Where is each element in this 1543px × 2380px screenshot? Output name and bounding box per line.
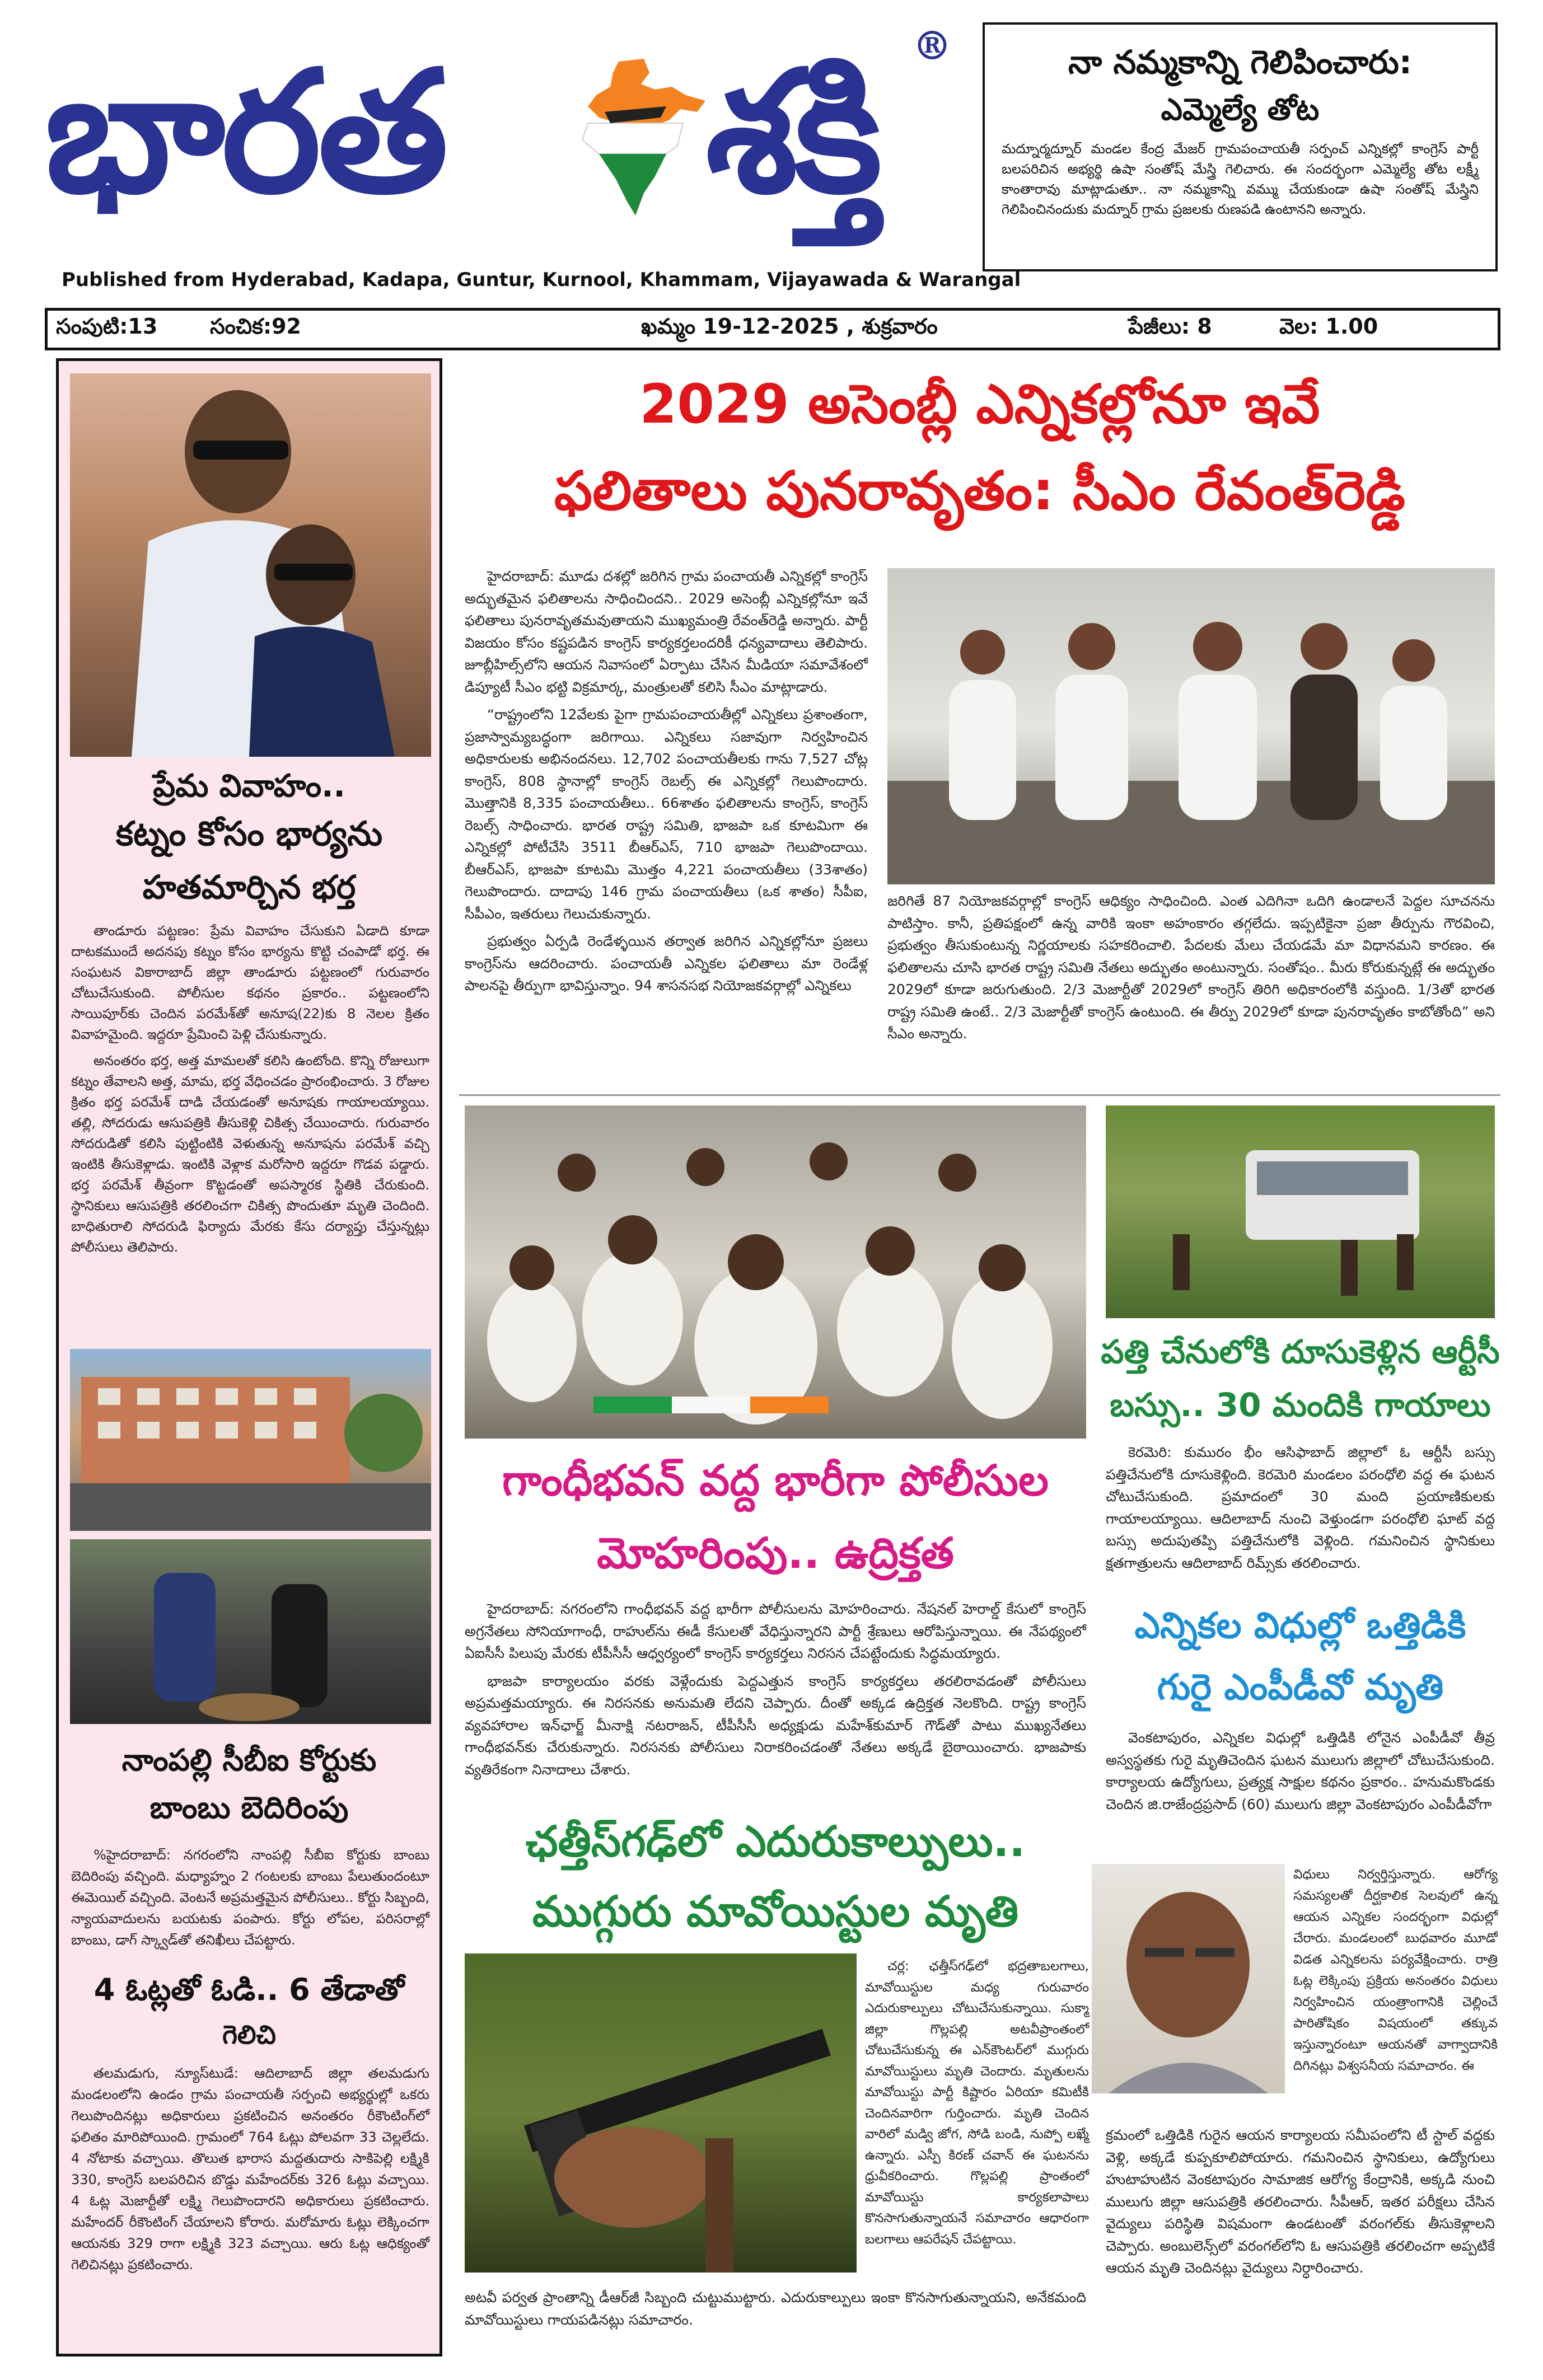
sidebar-story1-headline-2: కట్నం కోసం భార్యను — [115, 814, 383, 854]
cm-press-meet-photo — [887, 568, 1495, 884]
gandhi-headline-2: మోహరింపు.. ఉద్రిక్తత — [597, 1528, 954, 1578]
mpdo-headline-1: ఎన్నికల విధుల్లో ఒత్తిడికి — [1134, 1605, 1466, 1647]
page-count: పేజీలు: 8 — [1128, 314, 1212, 339]
maoist-story-side — [865, 1956, 1089, 2278]
lead-story-col1 — [465, 565, 868, 1080]
lead-headline-1: 2029 అసెంబ్లీ ఎన్నికల్లోనూ ఇవే — [639, 373, 1320, 435]
top-news-box — [983, 22, 1498, 271]
gandhi-headline-1: గాంధీభవన్ వద్ద భారీగా పోలీసుల — [502, 1455, 1049, 1505]
lead-headline-2: ఫలితాలు పునరావృతం: సీఎం రేవంత్‌రెడ్డి — [554, 460, 1406, 522]
maoist-rifle-photo — [465, 1953, 857, 2273]
lead-story-p3: ప్రభుత్వం ఏర్పడి రెండేళ్ళయిన తర్వాత జరిగిన ఎన్నికల్లోనూ ప్రజలు కాంగ్రెస్‌ను ఆదరించారు. పంచాయతీ ఎన్నికల ఫలితాలు మా రెండేళ్ల పాలనపై తీర్పుగా భావిస్తున్నాం. 94 శాసనసభ నియోజకవర్గాల్లో ఎన్నికలు — [465, 933, 868, 994]
sidebar-story3-p1: తలమడుగు, న్యూస్‌టుడే: ఆదిలాబాద్ జిల్లా తలమడుగు మండలంలోని ఉండం గ్రామ పంచాయతీ సర్పంచి అభ్యర్థుల్లో ఒకరు గెలుపొందినట్లు అధికారులు ప్రకటించిన అనంతరం రీకౌంటింగ్‌లో ఫలితం మారిపోయింది. గ్రామంలో 764 ఓట్లు పోలవగా 33 చెల్లలేదు. 4 నోటాకు వచ్చాయి. తొలుత భారాస మద్దతుదారు సాకిపెల్లి లక్ష్మికి 330, కాంగ్రెస్ బలపరిచిన బొడ్డు మహేందర్‌కు 326 ఓట్లు వచ్చాయి. 4 ఓట్ల మెజార్టీతో లక్ష్మి గెలుపొందారని అధికారులు ప్రకటించారు. మహేందర్ రీకౌంటింగ్ చేయాలని కోరారు. మరోమారు ఓట్లు లెక్కించగా ఆయనకు 329 రాగా లక్ష్మికి 323 వచ్చాయి. ఆరు ఓట్ల ఆధిక్యంతో గెలిచినట్లు ప్రకటించారు. — [71, 2065, 429, 2273]
mpdo-story-p3: క్రమంలో ఒత్తిడికి గురైన ఆయన కార్యాలయ సమీపంలోని టీ స్టాల్ వద్దకు వెళ్లి, అక్కడే కుప్పకూలిపోయారు. గమనించిన స్థానికులు, ఉద్యోగులు హుటాహుటిన వెంకటాపురం సామాజిక ఆరోగ్య కేంద్రానికి, అక్కడి నుంచి ములుగు జిల్లా ఆసుపత్రికి తరలించారు. సీపీఆర్, ఇతర పరీక్షలు చేసిన వైద్యులు పరిస్థితి విషమంగా ఉండటంతో వరంగల్‌కు తీసుకెళ్లాలని చెప్పారు. అంబులెన్స్‌లో వరంగల్‌లోని ఓ ఆసుపత్రికి తరలించగా అప్పటికే ఆయన మృతి చెందినట్లు వైద్యులు నిర్ధారించారు. — [1106, 2127, 1495, 2276]
registered-mark: ® — [913, 22, 952, 69]
volume-number: సంపుటి:13 — [56, 314, 158, 339]
gandhi-story-p2: భాజపా కార్యాలయం వరకు వెళ్లేందుకు పెద్దఎత్తున కాంగ్రెస్ కార్యకర్తలు తరలిరావడంతో పోలీసులు అప్రమత్తమయ్యారు. ఈ నిరసనకు అనుమతి లేదని చెప్పారు. దీంతో అక్కడ ఉద్రిక్తత నెలకొంది. రాష్ట్ర కాంగ్రెస్ వ్యవహారాల ఇన్‌ఛార్జ్ మీనాక్షి నటరాజన్, టీపీసీసీ అధ్యక్షుడు మహేశ్‌కుమార్ గౌడ్‌తో పాటు ముఖ్యనేతలు గాంధీభవన్‌కు చేరుకున్నారు. నిరసనకు పోలీసులు నిరాకరించడంతో నేతలు అక్కడే బైఠాయించారు. భాజపాకు వ్యతిరేకంగా నినాదాలు చేశారు. — [465, 1672, 1086, 1778]
logo-word-bharata: భారత — [45, 32, 445, 230]
sidebar-story3-body — [71, 2063, 429, 2348]
bus-story-body — [1106, 1441, 1495, 1590]
issue-number: సంచిక:92 — [210, 314, 301, 339]
issue-date: ఖమ్మం 19-12-2025 , శుక్రవారం — [641, 314, 938, 339]
mpdo-story-p2: విధులు నిర్వర్తిస్తున్నారు. ఆరోగ్య సమస్యలతో దీర్ఘకాలిక సెలవులో ఉన్న ఆయన ఎన్నికల సందర్భంగా విధుల్లో చేరారు. మండలంలో బుధవారం మూడో విడత ఎన్నికలను పర్యవేక్షించారు. రాత్రి ఓట్ల లెక్కింపు ప్రక్రియ అనంతరం విధులు నిర్వహించిన యంత్రాంగానికి చెల్లించే పారితోషికం విషయంలో తక్కువ ఇస్తున్నారంటూ ఆయనతో వాగ్వాదానికి దిగినట్లు విశ్వసనీయ సమాచారం. ఈ — [1293, 1867, 1498, 2073]
lead-story-p1: హైదరాబాద్: మూడు దశల్లో జరిగిన గ్రామ పంచాయతీ ఎన్నికల్లో కాంగ్రెస్ అద్భుతమైన ఫలితాలను సాధించిందని.. 2029 అసెంబ్లీ ఎన్నికల్లోనూ ఇవే ఫలితాలు పునరావృతమవుతాయని ముఖ్యమంత్రి రేవంత్‌రెడ్డి అన్నారు. పార్టీ విజయం కోసం కష్టపడిన కాంగ్రెస్ కార్యకర్తలందరికీ ధన్యవాదాలు తెలిపారు. జూబ్లీహిల్స్‌లోని ఆయన నివాసంలో ఏర్పాటు చేసిన మీడియా సమావేశంలో డిప్యూటీ సీఎం భట్టి విక్రమార్క, మంత్రులతో కలిసి సీఎం మాట్లాడారు. — [465, 568, 868, 695]
mpdo-story-p1: వెంకటాపురం, ఎన్నికల విధుల్లో ఒత్తిడికి లోనైన ఎంపీడీవో తీవ్ర అస్వస్థతకు గురై మృతిచెందిన ఘటన ములుగు జిల్లాలో చోటుచేసుకుంది. కార్యాలయ ఉద్యోగులు, ప్రత్యక్ష సాక్షుల కథనం ప్రకారం.. హనుమకొండకు చెందిన జి.రాజేంద్రప్రసాద్ (60) ములుగు జిల్లా వెంకటాపురం ఎంపీడీవోగా — [1106, 1730, 1495, 1812]
gandhi-story-p1: హైదరాబాద్: నగరంలోని గాంధీభవన్ వద్ద భారీగా పోలీసులను మోహరించారు. నేషనల్ హెరాల్డ్ కేసులో కాంగ్రెస్ అగ్రనేతలు సోనియాగాంధీ, రాహుల్‌ను ఈడీ కేసులతో వేధిస్తున్నారని పార్టీ శ్రేణులు ఆరోపిస్తున్నాయి. ఈ నేపథ్యంలో ఏఐసీసీ పిలుపు మేరకు టీపీసీసీ ఆధ్వర్యంలో కాంగ్రెస్ కార్యకర్తలు నిరసన చేపట్టేందుకు సిద్ధమయ్యారు. — [465, 1601, 1086, 1661]
left-sidebar — [56, 358, 442, 2356]
sidebar-story1-headline-3: హతమార్చిన భర్త — [142, 868, 356, 906]
mpdo-story-bottom — [1106, 2124, 1495, 2359]
gandhi-story-body — [465, 1598, 1086, 1811]
masthead-logo[interactable] — [45, 22, 952, 269]
top-box-body: మద్నూర్మద్నూర్ మండల కేంద్ర మేజర్ గ్రామపంచాయతీ సర్పంచ్ ఎన్నికల్లో కాంగ్రెస్ పార్టీ బలపరిచిన అభ్యర్థి ఉషా సంతోష్ మేస్త్రి గెలిచారు. ఈ సందర్భంగా ఎమ్మెల్యే తోట లక్ష్మీ కాంతారావు మాట్లాడుతూ.. నా నమ్మకాన్ని వమ్ము చేయకుండా ఉషా సంతోష్ మేస్త్రిని గెలిపించినందుకు మద్నూర్ గ్రామ ప్రజలకు రుణపడి ఉంటానని అన్నారు. — [1002, 141, 1479, 217]
sidebar-story2-headline-1: నాంపల్లి సీబీఐ కోర్టుకు — [121, 1742, 377, 1778]
top-box-headline-1: నా నమ్మకాన్ని గెలిపించారు: — [1068, 43, 1412, 81]
price: వెల: 1.00 — [1279, 314, 1378, 339]
court-building-photo — [70, 1349, 431, 1531]
police-check-photo — [70, 1539, 431, 1724]
bus-story-p1: కెరమెరి: కుమురం భీం ఆసిఫాబాద్ జిల్లాలో ఓ ఆర్టీసీ బస్సు పత్తిచేనులోకి దూసుకెళ్లింది. కెరమెరి మండలం పరంధోలి వద్ద ఈ ఘటన చోటుచేసుకుంది. ప్రమాదంలో 30 మంది ప్రయాణికులకు గాయాలయ్యాయి. ఆదిలాబాద్ నుంచి వెళ్తుండగా పరంధోలి ఘాట్ వద్ద బస్సు అదుపుతప్పి పత్తిచేనులోకి వెళ్లింది. గమనించిన స్థానికులు క్షతగాత్రులను ఆదిలాబాద్ రిమ్స్‌కు తరలించారు. — [1106, 1444, 1495, 1571]
india-map-icon — [565, 56, 711, 218]
maoist-headline-2: ముగ్గురు మావోయిస్టుల మృతి — [532, 1886, 1019, 1936]
lead-story-p4: జరిగితే 87 నియోజకవర్గాల్లో కాంగ్రెస్ ఆధిక్యం సాధించింది. ఎంత ఎదిగినా ఒదిగి ఉండాలనే పెద్దల సూచనను పాటిస్తాం. కానీ, ప్రతిపక్షంలో ఉన్న వారికి ఇంకా అహంకారం తగ్గలేదు. ఇప్పటికైనా ప్రజా తీర్పును గౌరవించి, ప్రభుత్వం తీసుకుంటున్న నిర్ణయాలకు సహకరించాలి. పేదలకు మేలు చేయడమే మా విధానమని కారణం. ఈ ఫలితాలను చూసి భారత రాష్ట్ర సమితి నేతలు అద్భుతం అంటున్నారు. సంతోషం.. మీరు కోరుకున్నట్లే ఈ అద్భుతం 2029లో కూడా జరుగుతుంది. 2/3 మెజార్టీతో 2029లో కాంగ్రెస్ తిరిగి అధికారంలోకి వస్తుంది. 1/3తో భారత రాష్ట్ర సమితి ఉంటే.. 2/3 మెజార్టీతో కాంగ్రెస్ ఉంటుంది. ఈ తీర్పు 2029లో కూడా పునరావృతం కాబోతోంది” అని సీఎం అన్నారు. — [887, 893, 1495, 1042]
top-box-headline-2: ఎమ్మెల్యే తోట — [1161, 92, 1320, 127]
sidebar-story1-body — [71, 921, 429, 1335]
maoist-story-bottom — [465, 2287, 1086, 2337]
sidebar-story2-p1: %హైదరాబాద్: నగరంలోని నాంపల్లి సీబీఐ కోర్టుకు బాంబు బెదిరింపు వచ్చింది. మధ్యాహ్నం 2 గంటలకు బాంబు పేలుతుందంటూ ఈమెయిల్ వచ్చింది. వెంటనే అప్రమత్తమైన పోలీసులు.. కోర్టు సిబ్బంది, న్యాయవాదులను బయటకు పంపారు. కోర్టు లోపల, పరిసరాల్లో బాంబు, డాగ్ స్క్వాడ్‌తో తనిఖీలు చేపట్టారు. — [71, 1847, 429, 1948]
couple-photo — [70, 373, 431, 757]
lead-story-col2 — [887, 890, 1495, 1080]
sidebar-story3-headline-2: గెలిచి — [222, 2020, 276, 2050]
sidebar-story1-p1: తాండూరు పట్టణం: ప్రేమ వివాహం చేసుకుని ఏడాది కూడా దాటకముందే అదనపు కట్నం కోసం భార్యను కొట్టి చంపాడో భర్త. ఈ సంఘటన వికారాబాద్ జిల్లా తాండూరు పట్టణంలో గురువారం చోటుచేసుకుంది. పోలీసుల కథనం ప్రకారం.. పట్టణంలోని సాయిపూర్‌కు చెందిన పరమేశ్‌తో అనూష(22)కు 8 నెలల క్రితం వివాహమైంది. ఇద్దరూ ప్రేమించి పెళ్లి చేసుకున్నారు. — [71, 923, 429, 1042]
gandhi-bhavan-protest-photo — [465, 1105, 1086, 1439]
sidebar-story1-p2: అనంతరం భర్త, అత్త మామలతో కలిసి ఉంటోంది. కొన్ని రోజులుగా కట్నం తేవాలని అత్త, మామ, భర్త వేధించడం ప్రారంభించారు. 3 రోజుల క్రితం భర్త పరమేశ్ దాడి చేయడంతో అనూషకు గాయాలయ్యాయి. తల్లి, సోదరుడు ఆసుపత్రికి తీసుకెళ్లి చికిత్స చేయించారు. గురువారం సోదరుడితో కలిసి పుట్టింటికి వెళుతున్న అనూషను పరమేశ్ వచ్చి ఇంటికి తీసుకెళ్లాడు. ఇంటికి వెళ్లాక మరోసారి ఇద్దరూ గొడవ పడ్డారు. భర్త పరమేశ్ తీవ్రంగా కొట్టడంతో అపస్మారక స్థితికి చేరుకుంది. స్థానికులు ఆసుపత్రికి తరలించగా చికిత్స పొందుతూ మృతి చెందింది. బాధితురాలి సోదరుడి ఫిర్యాదు మేరకు కేసు దర్యాప్తు చేస్తున్నట్లు పోలీసులు తెలిపారు. — [71, 1053, 429, 1255]
mpdo-story-top — [1106, 1727, 1495, 1850]
section-divider — [459, 1094, 1500, 1096]
maoist-headline-1: ఛత్తీస్‌గఢ్‌లో ఎదురుకాల్పులు.. — [525, 1816, 1026, 1866]
maoist-story-p2: అటవీ పర్వత ప్రాంతాన్ని డీఆర్‌జీ సిబ్బంది చుట్టుముట్టారు. ఎదురుకాల్పులు ఇంకా కొనసాగుతున్నాయని, అనేకమంది మావోయిస్టులు గాయపడినట్లు సమాచారం. — [465, 2289, 1086, 2328]
sidebar-story2-headline-2: బాంబు బెదిరింపు — [149, 1790, 349, 1825]
bus-headline-1: పత్తి చేనులోకి దూసుకెళ్లిన ఆర్టీసీ — [1101, 1333, 1500, 1371]
mpdo-headline-2: గురై ఎంపీడీవో మృతి — [1157, 1667, 1444, 1708]
sidebar-story1-headline-1: ప్రేమ వివాహం.. — [153, 768, 345, 804]
logo-word-shakti: శక్తి — [705, 32, 879, 230]
mpdo-portrait-photo — [1092, 1864, 1285, 2093]
lead-story-p2: “రాష్ట్రంలోని 12వేలకు పైగా గ్రామపంచాయతీల్లో ఎన్నికలు ప్రశాంతంగా, ప్రజాస్వామ్యబద్ధంగా జరిగాయి. ఎన్నికలు సజావుగా నిర్వహించిన అధికారులకు అభినందనలు. 12,702 పంచాయతీలకు గాను 7,527 చోట్ల కాంగ్రెస్, 808 స్థానాల్లో కాంగ్రెస్ రెబల్స్ ఈ ఎన్నికల్లో గెలుపొందారు. మొత్తానికి 8,335 పంచాయతీలు.. 66శాతం ఫలితాలను కాంగ్రెస్, కాంగ్రెస్ రెబల్స్ సాధించారు. భారత రాష్ట్ర సమితి, భాజపా ఒక కూటమిగా ఈ ఎన్నికల్లో పోటీచేసి 3511 బీఆర్ఎస్, 710 భాజపా గెలుపొందాయి. బీఆర్ఎస్, భాజపా కూటమి మొత్తం 4,221 పంచాయతీలు (33శాతం) గెలుపొందారు. దాదాపు 146 గ్రామ పంచాయతీలు (ఒక శాతం) సీపీఐ, సీపీఎం, ఇతరులు గెలుచుకున్నారు. — [465, 706, 868, 922]
dateline-bar — [45, 308, 1500, 350]
mpdo-story-side — [1293, 1864, 1498, 2121]
sidebar-story2-body — [71, 1844, 429, 1959]
maoist-story-p1: చర్ల: ఛత్తీస్‌గఢ్‌లో భద్రతాబలగాలు, మావోయిస్టుల మధ్య గురువారం ఎదురుకాల్పులు చోటుచేసుకున్నాయి. సుక్మా జిల్లా గొల్లపల్లి అటవీప్రాంతంలో చోటుచేసుకున్న ఈ ఎన్‌కౌంటర్‌లో ముగ్గురు మావోయిస్టులు మృతి చెందారు. మృతులను మావోయిస్టు పార్టీ కిష్టారం ఏరియా కమిటీకి చెందినవారిగా గుర్తించారు. మృతి చెందిన వారిలో మడ్వి జోగ, సోడి బండి, నుప్పో లఖ్మే ఉన్నారు. ఎస్పీ కిరణ్ చవాన్ ఈ ఘటనను ధ్రువీకరించారు. గొల్లపల్లి ప్రాంతంలో మావోయిస్టు కార్యకలాపాలు కొనసాగుతున్నాయనే సమాచారం ఆధారంగా బలగాలు ఆపరేషన్ చేపట్టాయి. — [865, 1959, 1089, 2247]
bus-headline-2: బస్సు.. 30 మందికి గాయాలు — [1110, 1386, 1491, 1424]
sidebar-story3-headline-1: 4 ఓట్లతో ఓడి.. 6 తేడాతో — [93, 1972, 405, 2007]
bus-accident-photo — [1106, 1105, 1495, 1318]
published-from: Published from Hyderabad, Kadapa, Guntur, Kurnool, Khammam, Vijayawada & Warangal — [62, 269, 1021, 291]
